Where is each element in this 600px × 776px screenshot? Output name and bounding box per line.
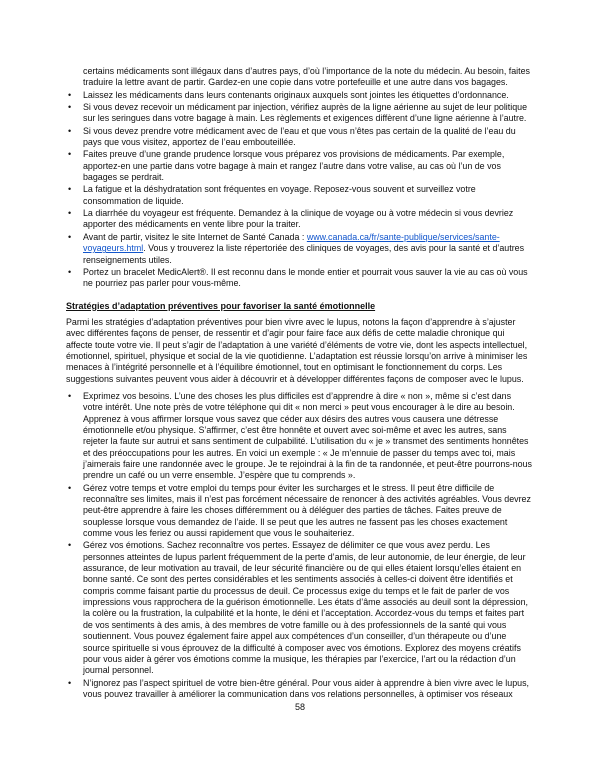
list-item: • Laissez les médicaments dans leurs contenants originaux auxquels sont jointes les étiquettes d’ordonnance. (68, 89, 509, 100)
bullet-icon: • (68, 208, 72, 219)
list-item: • Faites preuve d’une grande prudence lorsque vous préparez vos provisions de médicaments. Par exemple, apportez-en une partie dans votre bagage à main et rangez l’autre dans votre valise, au cas où l’un de vos bagages se perdrait. (68, 149, 505, 183)
bullet-icon: • (68, 89, 72, 100)
list-item: • N’ignorez pas l’aspect spirituel de votre bien-être général. Pour vous aider à apprendre à bien vivre avec le lupus, vous pouvez travailler à améliorer la communication dans vos relations personnelles, à optimiser vos réseaux (68, 677, 529, 699)
coping-strategies-list (66, 391, 532, 700)
bullet-icon: • (68, 102, 72, 113)
list-item: • Avant de partir, visitez le site Internet de Santé Canada : www.canada.ca/fr/sante-publique/services/sante-voyageurs.html. Vous y trouverez la liste répertoriée des cliniques de voyages, des avis pour la santé et d’autres renseignements utiles. (68, 231, 525, 265)
bullet-icon: • (68, 540, 72, 551)
bullet-icon: • (68, 390, 72, 401)
bullet-icon: • (68, 184, 72, 195)
bullet-icon: • (68, 482, 72, 493)
document-page (66, 66, 532, 701)
list-item: • Gérez votre temps et votre emploi du temps pour éviter les surcharges et le stress. Il peut être difficile de reconnaître ses limites, mais il n’est pas forcément nécessaire de renoncer à des activités agréables. Vous devrez peut-être apprendre à faire les choses différemment ou à déléguer des parties de tâches. Faites preuve de souplesse lorsque vous demandez de l’aide. Il se peut que les autres ne fassent pas les choses exactement comme vous les feriez ou aussi rapidement que vous le souhaiteriez. (68, 482, 531, 539)
section-heading: Stratégies d’adaptation préventives pour favoriser la santé émotionnelle (66, 300, 376, 311)
bullet-icon: • (68, 677, 72, 688)
list-item: • Si vous devez recevoir un médicament par injection, vérifiez auprès de la ligne aérienne au sujet de leur politique sur les seringues dans votre bagage à main. Les règlements et exigences diffèrent d’une ligne aérienne à l’autre. (68, 102, 528, 124)
bullet-icon: • (68, 149, 72, 160)
travel-tips-list (66, 90, 532, 290)
bullet-icon: • (68, 266, 72, 277)
bullet-icon: • (68, 231, 72, 242)
list-item: • Gérez vos émotions. Sachez reconnaître vos pertes. Essayez de délimiter ce que vous avez perdu. Les personnes atteintes de lupus parlent fréquemment de la perte d’amis, de leur autonomie, de leur énergie, de leur assurance, de leur motivation au travail, de leur sécurité financière ou de qui elles étaient lorsqu’elles étaient en bonne santé. Ce sont des pertes considérables et les sentiments associés à celles-ci doivent être identifiés et compris comme faisant partie du processus de deuil. Ce processus exige du temps et le fait de parler de vos impressions vous rapprochera de la guérison émotionnelle. Les états d’âme associés au deuil sont la dépression, la colère ou la frustration, la culpabilité et la honte, le déni et l’acceptation. Accordez-vous du temps et faites part de vos sentiments à des amis, à des membres de votre famille ou à des professionnels de la santé qui vous soutiennent. Vous pouvez également faire appel aux compétences d’un conseiller, d’un thérapeute ou d’une source spirituelle si vous éprouvez de la difficulté à composer avec vos émotions. Explorez des moyens créatifs pour vous aider à gérer vos émotions comme la musique, les thérapies par l’exercice, l’art ou la rédaction d’un journal personnel. (68, 540, 528, 676)
list-item: • Si vous devez prendre votre médicament avec de l’eau et que vous n’êtes pas certain de la qualité de l’eau du pays que vous visitez, apportez de l’eau embouteillée. (68, 125, 516, 148)
section-intro: Parmi les stratégies d’adaptation préventives pour bien vivre avec le lupus, notons la façon d’apprendre à s’ajuster avec différentes façons de penser, de ressentir et d’agir pour faire face aux défis de cette maladie chronique qui affecte toute votre vie. Il peut s’agir de l’adaptation à une variété d’éléments de votre vie, dont les aspects intellectuel, émotionnel, spirituel, physique et social de la vie quotidienne. L’adaptation est réussie lorsqu’on arrive à minimiser les menaces à l’intégrité personnelle et à l’équilibre émotionnel, tout en optimisant le fonctionnement du corps. Les suggestions suivantes peuvent vous aider à découvrir et à développer différentes façons de composer avec le lupus. (66, 316, 528, 384)
health-canada-link[interactable]: www.canada.ca/fr/sante-publique/services/sante-voyageurs.html (83, 231, 500, 254)
continuation-text: certains médicaments sont illégaux dans d’autres pays, d’où l’importance de la note du médecin. Au besoin, faites traduire la lettre avant de partir. Gardez-en une copie dans votre portefeuille et une autre dans vos bagages. (83, 66, 530, 88)
list-item: • Portez un bracelet MedicAlert®. Il est reconnu dans le monde entier et pourrait vous sauver la vie au cas où vous ne pourriez pas parler pour vous-même. (68, 266, 528, 289)
list-item: • Exprimez vos besoins. L’une des choses les plus difficiles est d’apprendre à dire « non », même si c’est dans votre intérêt. Une note près de votre téléphone qui dit « non merci » peut vous encourager à le dire au besoin. Apprenez à vous affirmer lorsque vous savez que céder aux désirs des autres vous causera une détresse émotionnelle et/ou physique. S’affirmer, c’est être honnête et ouvert avec soi-même et avec les autres, sans rejeter la faute sur autrui et sans sentiment de culpabilité. L’utilisation du « je » transmet des sentiments honnêtes et des préoccupations pour les autres. En voici un exemple : « Je m’ennuie de passer du temps avec toi, mais j’aimerais faire une randonnée avec le groupe. Je te rejoindrai à la fin de ta randonnée, et peut-être pourrons-nous prendre un café ou un verre ensemble. J’espère que tu comprends ». (68, 390, 532, 481)
list-item: • La fatigue et la déshydratation sont fréquentes en voyage. Reposez-vous souvent et surveillez votre consommation de liquide. (68, 184, 476, 206)
bullet-icon: • (68, 125, 72, 136)
page-number: 58 (294, 702, 305, 712)
list-item: • La diarrhée du voyageur est fréquente. Demandez à la clinique de voyage ou à votre médecin si vous devriez apporter des médicaments en vente libre pour la traiter. (68, 208, 514, 230)
